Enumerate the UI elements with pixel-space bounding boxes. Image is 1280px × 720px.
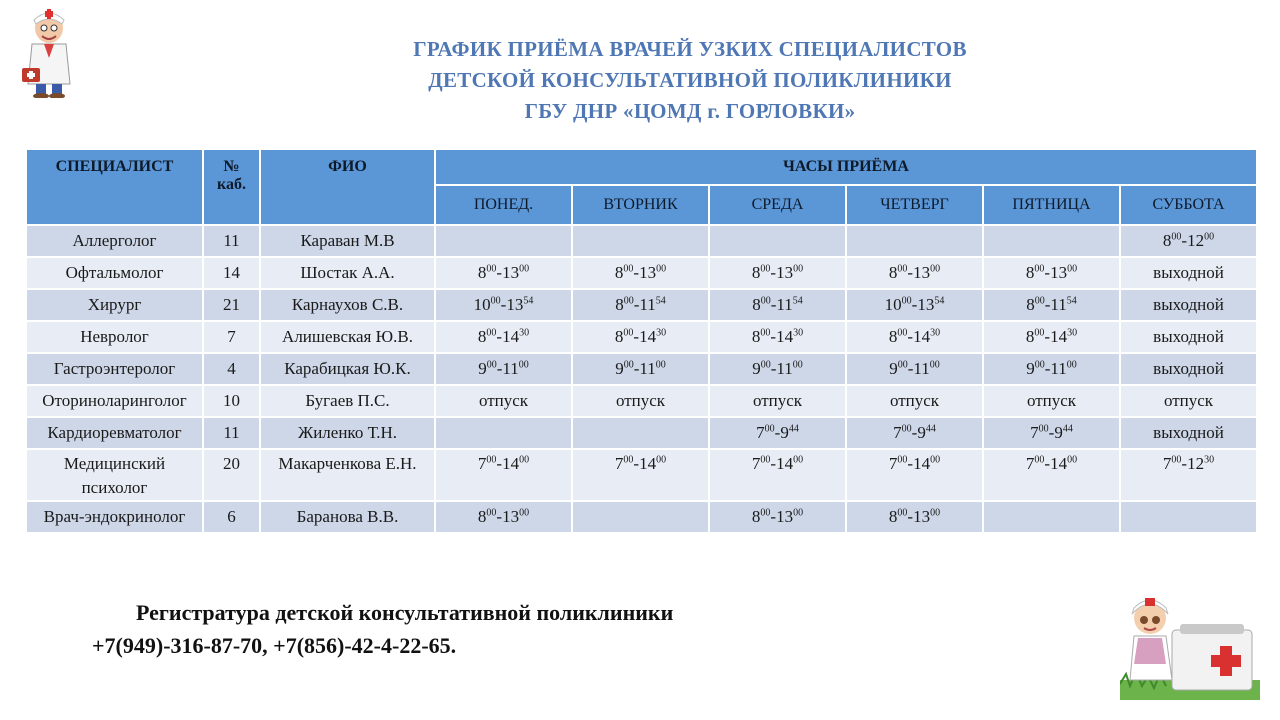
cell-hours-wed: $8^{00}-14^{30}$	[709, 321, 846, 353]
cell-specialist: Кардиоревматолог	[26, 417, 203, 449]
registry-label: Регистратура детской консультативной поликлиники	[136, 600, 674, 625]
cell-name: Бугаев П.С.	[260, 385, 435, 417]
cell-name: Макарченкова Е.Н.	[260, 449, 435, 501]
cell-hours-mon	[435, 417, 572, 449]
cell-hours-fri: $8^{00}-14^{30}$	[983, 321, 1120, 353]
table-row	[26, 417, 1257, 449]
header-day-fri: ПЯТНИЦА	[983, 185, 1120, 225]
cell-specialist: Гастроэнтеролог	[26, 353, 203, 385]
doctor-cartoon-icon	[14, 6, 84, 98]
cell-hours-sat: выходной	[1120, 321, 1257, 353]
cell-specialist: Аллерголог	[26, 225, 203, 257]
table-row	[26, 289, 1257, 321]
cell-hours-sat: выходной	[1120, 417, 1257, 449]
table-row	[26, 257, 1257, 289]
cell-hours-wed: $8^{00}-13^{00}$	[709, 257, 846, 289]
cell-hours-wed: $8^{00}-11^{54}$	[709, 289, 846, 321]
header-day-thu: ЧЕТВЕРГ	[846, 185, 983, 225]
header-specialist: СПЕЦИАЛИСТ	[26, 149, 203, 225]
cell-hours-fri: $8^{00}-13^{00}$	[983, 257, 1120, 289]
cell-hours-wed	[709, 225, 846, 257]
cell-name: Караван М.В	[260, 225, 435, 257]
cell-name: Шостак А.А.	[260, 257, 435, 289]
cell-specialist: Врач-эндокринолог	[26, 501, 203, 533]
cell-hours-fri: $7^{00}-9^{44}$	[983, 417, 1120, 449]
cell-hours-mon: $7^{00}-14^{00}$	[435, 449, 572, 501]
cell-hours-mon: $8^{00}-14^{30}$	[435, 321, 572, 353]
cell-hours-thu: отпуск	[846, 385, 983, 417]
cell-name: Алишевская Ю.В.	[260, 321, 435, 353]
cell-name: Баранова В.В.	[260, 501, 435, 533]
cell-hours-thu: $7^{00}-14^{00}$	[846, 449, 983, 501]
cell-hours-tue: $7^{00}-14^{00}$	[572, 449, 709, 501]
cell-specialist: Оториноларинголог	[26, 385, 203, 417]
cell-room: 6	[203, 501, 260, 533]
cell-hours-wed: $8^{00}-13^{00}$	[709, 501, 846, 533]
cell-hours-fri: $8^{00}-11^{54}$	[983, 289, 1120, 321]
girl-doctor-with-medkit-icon	[1120, 594, 1260, 700]
cell-hours-tue: отпуск	[572, 385, 709, 417]
table-row	[26, 449, 1257, 501]
cell-hours-sat: $8^{00}-12^{00}$	[1120, 225, 1257, 257]
cell-hours-sat: выходной	[1120, 353, 1257, 385]
cell-hours-wed: $7^{00}-9^{44}$	[709, 417, 846, 449]
header-hours: ЧАСЫ ПРИЁМА	[435, 149, 1257, 185]
cell-hours-wed: $7^{00}-14^{00}$	[709, 449, 846, 501]
cell-specialist: Невролог	[26, 321, 203, 353]
cell-room: 21	[203, 289, 260, 321]
cell-hours-tue: $8^{00}-13^{00}$	[572, 257, 709, 289]
cell-hours-thu: $8^{00}-13^{00}$	[846, 501, 983, 533]
header-day-sat: СУББОТА	[1120, 185, 1257, 225]
schedule-body	[26, 225, 1257, 533]
table-row	[26, 321, 1257, 353]
cell-specialist: Медицинский психолог	[26, 449, 203, 501]
cell-hours-tue: $8^{00}-14^{30}$	[572, 321, 709, 353]
cell-hours-thu: $8^{00}-14^{30}$	[846, 321, 983, 353]
cell-hours-sat	[1120, 501, 1257, 533]
cell-name: Карабицкая Ю.К.	[260, 353, 435, 385]
header-room: № каб.	[203, 149, 260, 225]
cell-hours-mon: $10^{00}-13^{54}$	[435, 289, 572, 321]
cell-room: 4	[203, 353, 260, 385]
cell-specialist: Хирург	[26, 289, 203, 321]
cell-hours-tue	[572, 501, 709, 533]
registry-phones: +7(949)-316-87-70, +7(856)-42-4-22-65.	[92, 633, 457, 658]
cell-room: 10	[203, 385, 260, 417]
title-line-2: ДЕТСКОЙ КОНСУЛЬТАТИВНОЙ ПОЛИКЛИНИКИ	[428, 68, 952, 92]
cell-hours-mon	[435, 225, 572, 257]
schedule-table	[25, 148, 1258, 534]
cell-hours-tue	[572, 417, 709, 449]
cell-hours-tue	[572, 225, 709, 257]
cell-room: 14	[203, 257, 260, 289]
cell-hours-fri	[983, 225, 1120, 257]
cell-hours-thu	[846, 225, 983, 257]
header-day-tue: ВТОРНИК	[572, 185, 709, 225]
table-row	[26, 225, 1257, 257]
cell-hours-wed: $9^{00}-11^{00}$	[709, 353, 846, 385]
cell-hours-fri: отпуск	[983, 385, 1120, 417]
cell-room: 11	[203, 417, 260, 449]
header-name: ФИО	[260, 149, 435, 225]
table-row	[26, 385, 1257, 417]
cell-hours-mon: отпуск	[435, 385, 572, 417]
cell-hours-thu: $9^{00}-11^{00}$	[846, 353, 983, 385]
cell-hours-mon: $8^{00}-13^{00}$	[435, 501, 572, 533]
title-line-1: ГРАФИК ПРИЁМА ВРАЧЕЙ УЗКИХ СПЕЦИАЛИСТОВ	[413, 37, 967, 61]
cell-name: Карнаухов С.В.	[260, 289, 435, 321]
cell-hours-fri	[983, 501, 1120, 533]
cell-hours-thu: $10^{00}-13^{54}$	[846, 289, 983, 321]
cell-name: Жиленко Т.Н.	[260, 417, 435, 449]
cell-hours-mon: $9^{00}-11^{00}$	[435, 353, 572, 385]
table-row	[26, 501, 1257, 533]
table-row	[26, 353, 1257, 385]
cell-hours-thu: $8^{00}-13^{00}$	[846, 257, 983, 289]
cell-specialist: Офтальмолог	[26, 257, 203, 289]
cell-hours-wed: отпуск	[709, 385, 846, 417]
cell-hours-sat: выходной	[1120, 289, 1257, 321]
cell-hours-tue: $9^{00}-11^{00}$	[572, 353, 709, 385]
cell-hours-mon: $8^{00}-13^{00}$	[435, 257, 572, 289]
cell-hours-fri: $7^{00}-14^{00}$	[983, 449, 1120, 501]
header-day-wed: СРЕДА	[709, 185, 846, 225]
title-line-3: ГБУ ДНР «ЦОМД г. ГОРЛОВКИ»	[524, 99, 856, 123]
page-title	[330, 34, 1050, 127]
cell-room: 11	[203, 225, 260, 257]
cell-hours-fri: $9^{00}-11^{00}$	[983, 353, 1120, 385]
cell-hours-sat: выходной	[1120, 257, 1257, 289]
cell-room: 7	[203, 321, 260, 353]
cell-hours-sat: $7^{00}-12^{30}$	[1120, 449, 1257, 501]
header-day-mon: ПОНЕД.	[435, 185, 572, 225]
cell-room: 20	[203, 449, 260, 501]
cell-hours-tue: $8^{00}-11^{54}$	[572, 289, 709, 321]
cell-hours-thu: $7^{00}-9^{44}$	[846, 417, 983, 449]
registry-contacts	[92, 596, 673, 662]
cell-hours-sat: отпуск	[1120, 385, 1257, 417]
